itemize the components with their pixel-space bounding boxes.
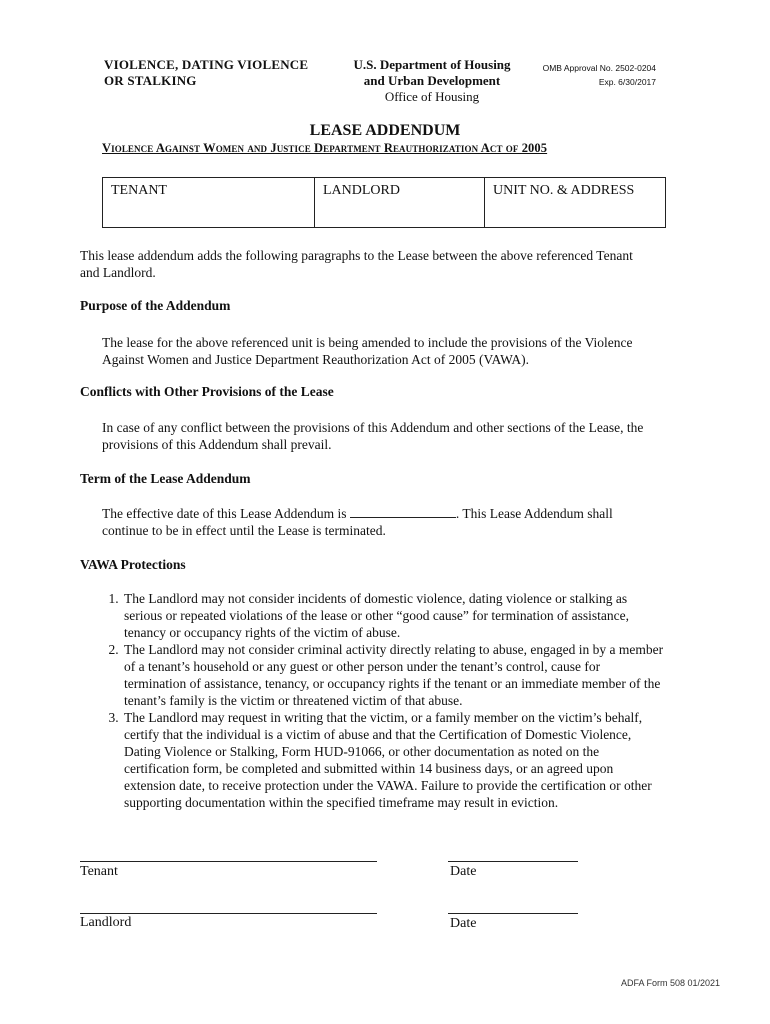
agency-line3: Office of Housing bbox=[384, 89, 480, 104]
protection-item-3: 3. The Landlord may request in writing that the victim, or a family member on the victim’s behalf, certify that the individual is a victim of abuse and that the Certification of Domestic Violence, Dating Violence or Stalking, Form HUD-91066, or other documentation as noted on the certification form, be completed and submitted within 14 business days, or an agreed upon extension date, to receive protection under the VAWA. Failure to provide the certification or other supporting documentation within the specified timeframe may result in eviction. bbox=[122, 709, 664, 811]
landlord-cell[interactable] bbox=[315, 178, 485, 227]
purpose-heading: Purpose of the Addendum bbox=[80, 298, 231, 313]
form-category-line1: VIOLENCE, DATING VIOLENCE bbox=[104, 57, 309, 72]
landlord-cell-label: LANDLORD bbox=[323, 183, 400, 198]
form-number-footer: ADFA Form 508 01/2021 bbox=[620, 978, 720, 988]
landlord-date-line[interactable] bbox=[448, 913, 578, 914]
term-text-a: The effective date of this Lease Addendum is bbox=[102, 506, 347, 521]
term-heading: Term of the Lease Addendum bbox=[80, 471, 251, 486]
protection-item-2: 2. The Landlord may not consider criminal activity directly relating to abuse, engaged in by a member of a tenant’s household or any guest or other person under the tenant’s control, cause for termination of assistance, tenancy, or occupancy rights if the tenant or an immediate member of the tenant’s family is the victim or threatened victim of that abuse. bbox=[122, 641, 664, 709]
tenant-cell[interactable] bbox=[103, 178, 315, 227]
omb-approval: OMB Approval No. 2502-0204 bbox=[542, 63, 656, 73]
conflicts-text: In case of any conflict between the provisions of this Addendum and other sections of the Lease, the provisions of this Addendum shall prevail. bbox=[102, 420, 644, 452]
landlord-date-label: Date bbox=[450, 916, 477, 931]
form-category bbox=[104, 57, 308, 89]
tenant-signature-label: Tenant bbox=[80, 864, 118, 879]
term-text bbox=[102, 505, 652, 539]
conflicts-heading: Conflicts with Other Provisions of the Lease bbox=[80, 384, 334, 399]
intro-paragraph: This lease addendum adds the following paragraphs to the Lease between the above referenced Tenant and Landlord. bbox=[80, 248, 633, 280]
vawa-heading: VAWA Protections bbox=[80, 557, 186, 572]
omb-expiration: Exp. 6/30/2017 bbox=[598, 77, 656, 87]
effective-date-field[interactable] bbox=[350, 505, 456, 518]
tenant-signature-line[interactable] bbox=[80, 861, 377, 862]
tenant-date-label: Date bbox=[450, 864, 477, 879]
page-subtitle: Violence Against Women and Justice Department Reauthorization Act of 2005 bbox=[102, 141, 548, 155]
purpose-text: The lease for the above referenced unit is being amended to include the provisions of the Violence Against Women and Justice Department Reauthorization Act of 2005 (VAWA). bbox=[102, 335, 633, 367]
tenant-cell-label: TENANT bbox=[111, 183, 167, 198]
protections-list bbox=[98, 590, 664, 811]
agency-line2: and Urban Development bbox=[363, 73, 501, 88]
agency-block bbox=[340, 57, 524, 105]
page-title: LEASE ADDENDUM bbox=[309, 122, 461, 139]
omb-block bbox=[540, 61, 656, 89]
landlord-signature-label: Landlord bbox=[80, 915, 132, 930]
unit-address-cell[interactable] bbox=[485, 178, 665, 227]
protection-item-1: 1. The Landlord may not consider incidents of domestic violence, dating violence or stalking as serious or repeated violations of the lease or other “good cause” for termination of assistance, tenancy or occupancy rights of the victim of abuse. bbox=[122, 590, 664, 641]
tenant-date-line[interactable] bbox=[448, 861, 578, 862]
landlord-signature-line[interactable] bbox=[80, 913, 377, 914]
agency-line1: U.S. Department of Housing bbox=[353, 57, 511, 72]
parties-table bbox=[102, 177, 666, 228]
term-text-b: . This Lease Addendum shall continue to be in effect until the Lease is terminated. bbox=[102, 506, 613, 538]
form-category-line2: OR STALKING bbox=[104, 73, 197, 88]
unit-address-cell-label: UNIT NO. & ADDRESS bbox=[493, 183, 635, 198]
